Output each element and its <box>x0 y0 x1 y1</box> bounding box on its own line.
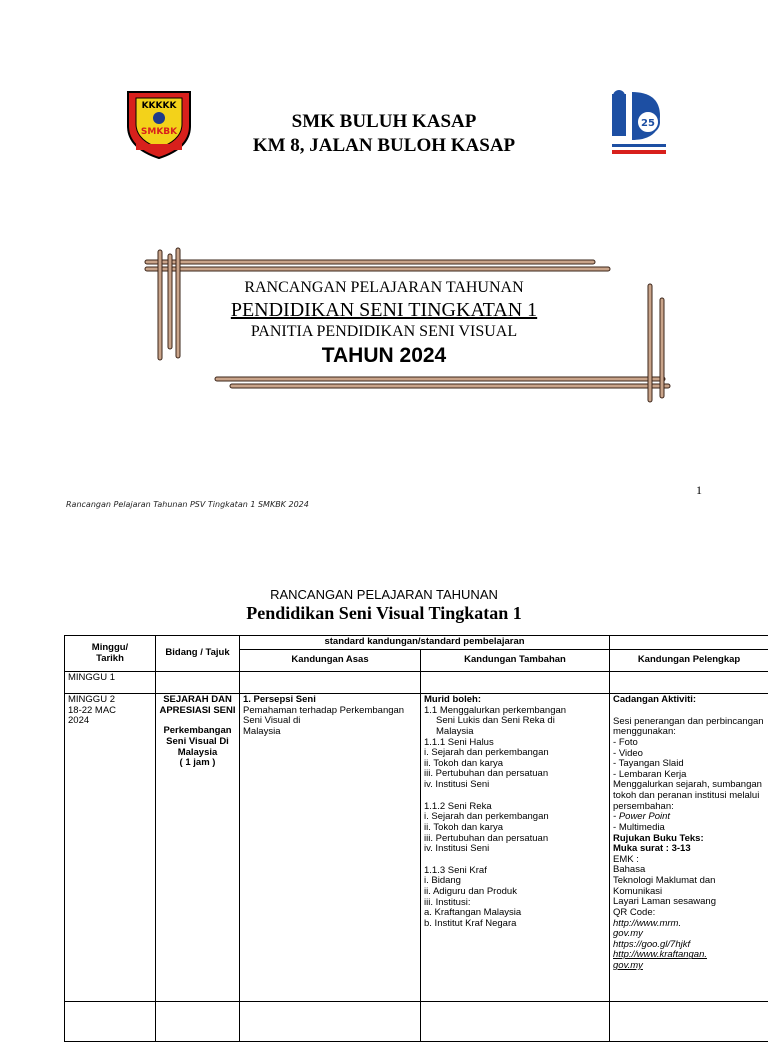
header-bidang: Bidang / Tajuk <box>156 636 240 672</box>
empty-cell <box>156 672 240 694</box>
basic-content-body: Pemahaman terhadap Perkembangan Seni Visual di Malaysia <box>243 706 417 738</box>
activity-paragraph: Menggalurkan sejarah, sumbangan tokoh dan peranan institusi melalui persembahan: <box>613 780 765 812</box>
header-tambahan: Kandungan Tambahan <box>421 650 610 672</box>
list-item: b. Institut Kraf Negara <box>424 919 606 930</box>
empty-cell <box>156 1002 240 1042</box>
page-footer: Rancangan Pelajaran Tahunan PSV Tingkatan 1 SMKBK 2024 <box>66 500 309 509</box>
link-mrm[interactable]: http://www.mrm. gov.my <box>613 919 765 940</box>
reference-pages: Muka surat : 3-13 <box>613 844 765 855</box>
section-subtitle: Pendidikan Seni Visual Tingkatan 1 <box>0 603 768 624</box>
list-item: ii. Tokoh dan karya <box>424 823 606 834</box>
week-label: MINGGU 2 <box>68 695 152 706</box>
list-item: - Foto <box>613 738 765 749</box>
list-item: - Multimedia <box>613 823 765 834</box>
list-item: i. Sejarah dan perkembangan <box>424 748 606 759</box>
reference-title: Rujukan Buku Teks: <box>613 834 765 845</box>
additional-content-cell <box>421 694 610 1002</box>
topic-duration: ( 1 jam ) <box>159 758 236 769</box>
topic-cell <box>156 694 240 1002</box>
table-row <box>65 1002 768 1042</box>
list-item: iv. Institusi Seni <box>424 844 606 855</box>
section-title: RANCANGAN PELAJARAN TAHUNAN <box>0 587 768 602</box>
basic-content-title: 1. Persepsi Seni <box>243 695 417 706</box>
list-item: Seni Lukis dan Seni Reka di <box>424 716 606 727</box>
additional-content-title: Murid boleh: <box>424 695 606 706</box>
empty-cell <box>240 1002 421 1042</box>
link-kraftangan[interactable]: http://www.kraftangan. gov.my <box>613 950 765 971</box>
week-cell: MINGGU 1 <box>65 672 156 694</box>
list-item: iv. Institusi Seni <box>424 780 606 791</box>
school-address: KM 8, JALAN BULOH KASAP <box>0 135 768 157</box>
logo-number: 25 <box>641 118 655 129</box>
list-item: - Tayangan Slaid <box>613 759 765 770</box>
page-number: 1 <box>696 483 702 498</box>
table-row <box>65 672 768 694</box>
topic-subtitle: Perkembangan Seni Visual Di Malaysia <box>159 726 236 758</box>
list-item: Malaysia <box>424 727 606 738</box>
week-cell <box>65 694 156 1002</box>
panel-title: PANITIA PENDIDIKAN SENI VISUAL <box>0 323 768 341</box>
emk-title: EMK : <box>613 855 765 866</box>
subject-title: PENDIDIKAN SENI TINGKATAN 1 <box>0 299 768 322</box>
list-item: 1.1.3 Seni Kraf <box>424 866 606 877</box>
table-row <box>65 694 768 1002</box>
empty-cell <box>610 672 768 694</box>
empty-cell <box>421 1002 610 1042</box>
basic-content-cell <box>240 694 421 1002</box>
activity-intro: Sesi penerangan dan perbincangan menggunakan: <box>613 717 765 738</box>
lesson-plan-table <box>64 635 768 1042</box>
list-item: iii. Pertubuhan dan persatuan <box>424 834 606 845</box>
list-item: iii. Pertubuhan dan persatuan <box>424 769 606 780</box>
week-year: 2024 <box>68 716 152 727</box>
activity-title: Cadangan Aktiviti: <box>613 695 765 706</box>
list-item: a. Kraftangan Malaysia <box>424 908 606 919</box>
plan-title: RANCANGAN PELAJARAN TAHUNAN <box>0 279 768 297</box>
list-item: 1.1.1 Seni Halus <box>424 738 606 749</box>
topic-title: SEJARAH DAN APRESIASI SENI <box>159 695 236 716</box>
crest-text: KKKKK <box>142 101 178 111</box>
header-minggu: Minggu/ Tarikh <box>65 636 156 672</box>
list-item: - Power Point <box>613 812 765 823</box>
list-item: QR Code: <box>613 908 765 919</box>
list-item: Teknologi Maklumat dan Komunikasi <box>613 876 765 897</box>
list-item: i. Sejarah dan perkembangan <box>424 812 606 823</box>
list-item: ii. Adiguru dan Produk <box>424 887 606 898</box>
empty-cell <box>421 672 610 694</box>
list-item: - Video <box>613 749 765 760</box>
list-item: 1.1.2 Seni Reka <box>424 802 606 813</box>
header-standard: standard kandungan/standard pembelajaran <box>240 636 610 650</box>
empty-cell <box>240 672 421 694</box>
list-item: i. Bidang <box>424 876 606 887</box>
year-title: TAHUN 2024 <box>0 344 768 368</box>
header-empty <box>610 636 768 650</box>
list-item: Bahasa <box>613 865 765 876</box>
week-date: 18-22 MAC <box>68 706 152 717</box>
empty-cell <box>65 1002 156 1042</box>
school-name: SMK BULUH KASAP <box>0 111 768 133</box>
header-asas: Kandungan Asas <box>240 650 421 672</box>
list-item: ii. Tokoh dan karya <box>424 759 606 770</box>
complementary-content-cell <box>610 694 768 1002</box>
empty-cell <box>610 1002 768 1042</box>
table-header-row <box>65 636 768 650</box>
list-item: Layari Laman sesawang <box>613 897 765 908</box>
list-item: iii. Institusi: <box>424 898 606 909</box>
list-item: 1.1 Menggalurkan perkembangan <box>424 706 606 717</box>
header-pelengkap: Kandungan Pelengkap <box>610 650 768 672</box>
link-goo[interactable]: https://goo.gl/7hjkf <box>613 940 765 951</box>
crest-code: SMKBK <box>141 127 178 137</box>
list-item: - Lembaran Kerja <box>613 770 765 781</box>
